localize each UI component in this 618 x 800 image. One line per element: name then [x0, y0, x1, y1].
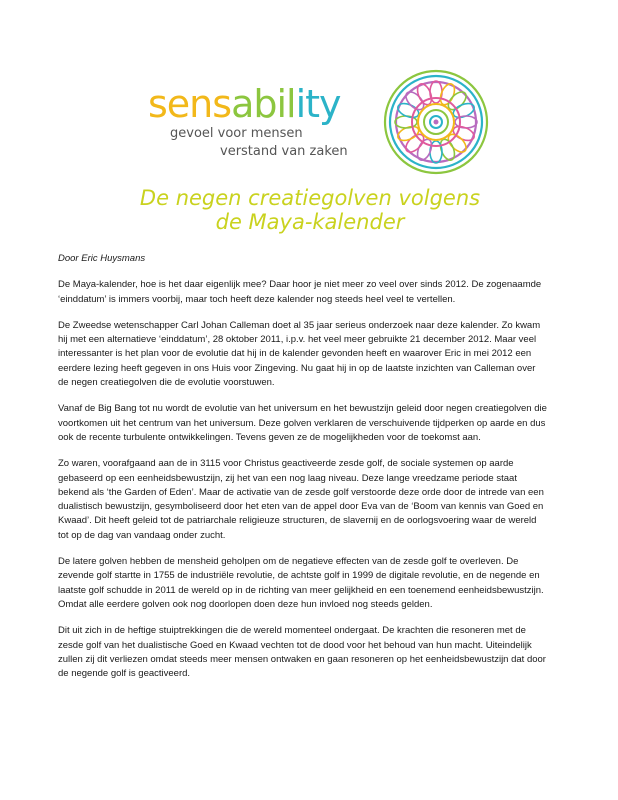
- logo-part-ity: ity: [295, 82, 341, 126]
- paragraph-5: De latere golven hebben de mensheid geholpen om de negatieve effecten van de zesde golf te overleven. De zevende golf startte in 1755 de industriële revolutie, de achtste golf in 1999 de digitale revolutie, en de negende en laatste golf schudde in 2011 de wereld op in de richting van meer gelijkheid en een toenemend eenheidsbewustzijn. Omdat alle eerdere golven ook nog doorlopen doen deze hun invloed nog steeds gelden.: [58, 556, 544, 610]
- paragraph-1: De Maya-kalender, hoe is het daar eigenlijk mee? Daar hoor je niet meer zo veel over sinds 2012. De zogenaamde ‘einddatum’ is immers voorbij, maar toch heeft deze kalender nog steeds heel veel te vertellen.: [58, 279, 542, 305]
- logo-part-sens: sens: [148, 82, 232, 126]
- article-body: [58, 252, 548, 693]
- title-line-1: De negen creatiegolven volgens: [139, 186, 481, 210]
- logo-tagline-line1: gevoel voor mensen: [170, 126, 303, 141]
- mandala-icon: [382, 68, 490, 176]
- title-line-2: de Maya-kalender: [215, 210, 405, 234]
- paragraph-2: De Zweedse wetenschapper Carl Johan Calleman doet al 35 jaar serieus onderzoek naar deze kalender. Zo kwam hij met een alternatieve ‘einddatum’, 28 oktober 2011, i.p.v. het veel meer gebruikte 21 december 2012. Maar veel interessanter is het plan voor de evolutie dat hij in de kalender gevonden heeft en waarover Eric in mei 2012 een eerdere lezing heeft gegeven in ons Huis voor Zingeving. Nu gaat hij in op de laatste inzichten van Calleman over de negen creatiegolven die de evolutie voorstuwen.: [58, 319, 541, 389]
- paragraph-4: Zo waren, voorafgaand aan de in 3115 voor Christus geactiveerde zesde golf, de sociale systemen op aarde gebaseerd op een eenheidsbewustzijn, zij het van een nog laag niveau. Deze lange vreedzame periode staat bekend als ‘the Garden of Eden’. Maar de activatie van de zesde golf verstoorde deze orde door de intrede van een dualistisch bewustzijn, gesymboliseerd door het eten van de appel door Eva van de ‘Boom van kennis van Goed en Kwaad’. Dit heeft geleid tot de patriarchale religieuze structuren, de slavernij en de oorlogsvoering waar de wereld tot op de dag van vandaag onder zucht.: [58, 458, 544, 541]
- paragraph-6: Dit uit zich in de heftige stuiptrekkingen die de wereld momenteel ondergaat. De krachten die resoneren met de zesde golf van het dualistische Goed en Kwaad vechten tot de dood voor het behoud van hun macht. Uiteindelijk zullen zij dit verliezen omdat steeds meer mensen ontwaken en gaan resoneren op het eenheidsbewustzijn dat door de negende golf is geactiveerd.: [58, 625, 546, 680]
- sensability-logo: [148, 84, 341, 124]
- paragraph-3: Vanaf de Big Bang tot nu wordt de evolutie van het universum en het bewustzijn geleid door negen creatiegolven die voortkomen uit het centrum van het universum. Deze golven verklaren de verschuivende tijdperken op aarde en dus ook de recente turbulente ontwikkelingen. Tevens geven ze de mogelijkheden voor de toekomst aan.: [58, 403, 547, 443]
- byline: Door Eric Huysmans: [58, 253, 146, 264]
- logo-part-abil: abil: [231, 82, 296, 126]
- page-header: [0, 0, 618, 180]
- logo-tagline-line2: verstand van zaken: [220, 144, 348, 159]
- document-title: [90, 186, 530, 234]
